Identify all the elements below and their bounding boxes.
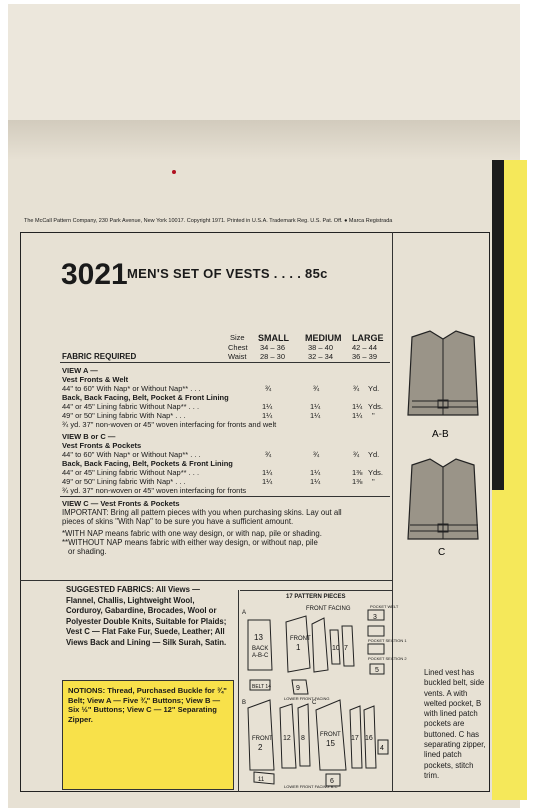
piece-label-lower-facing-bc: LOWER FRONT FACING B-C <box>284 784 338 789</box>
view-bc-row3-large: 1⅜ <box>352 477 363 486</box>
view-bc-row2-medium: 1¼ <box>310 468 321 477</box>
piece-label-front-2: FRONT <box>252 736 273 742</box>
notions-text: NOTIONS: Thread, Purchased Buckle for ¾" Belt; View A — Five ¾" Buttons; View B — Six ½" Buttons; View C — 12" Separating Zipper. <box>68 686 227 724</box>
piece-label-5: 5 <box>375 667 379 674</box>
view-bc-row1-medium: ¾ <box>313 450 320 459</box>
waist-medium: 32 – 34 <box>308 352 334 361</box>
waist-small: 28 – 30 <box>260 352 286 361</box>
piece-pocket-section <box>368 626 384 636</box>
piece-label-front: FRONT <box>290 636 311 642</box>
piece-label-1: 1 <box>296 643 301 652</box>
view-a-row1-small: ¾ <box>265 384 272 393</box>
view-bc-row1-large: ¾ <box>353 450 360 459</box>
piece-label-11: 11 <box>258 777 265 783</box>
piece-label-pocket-welt: POCKET WELT <box>370 604 399 609</box>
piece-label-7: 7 <box>344 645 348 652</box>
view-bc-row2-small: 1¼ <box>262 468 273 477</box>
without-nap-note: **WITHOUT NAP means fabric with either way design, or without nap, pile <box>62 538 318 547</box>
piece-label-2: 2 <box>258 743 263 752</box>
piece-label-b: B <box>242 700 247 706</box>
piece-label-pocket-2: POCKET SECTION 2 <box>368 656 407 661</box>
view-a-row2-small: 1¼ <box>262 402 273 411</box>
piece-label-15: 15 <box>326 739 335 748</box>
view-bc-row1-unit: Yd. <box>368 450 380 459</box>
view-a-row3: 49" or 50" Lining fabric With Nap* . . . <box>62 411 186 420</box>
view-bc-row3-medium: 1¼ <box>310 477 321 486</box>
size-small: SMALL <box>258 333 289 343</box>
chest-medium: 38 – 40 <box>308 343 334 352</box>
piece-label-3: 3 <box>373 614 377 621</box>
chest-small: 34 – 36 <box>260 343 286 352</box>
pattern-pieces-diagram <box>240 600 407 790</box>
piece-label-4: 4 <box>380 745 384 752</box>
view-a-row2-unit: Yds. <box>368 402 384 411</box>
flap-shadow <box>8 120 520 160</box>
view-a-row1-medium: ¾ <box>313 384 320 393</box>
piece-label-8: 8 <box>301 735 305 742</box>
view-sketches <box>398 325 488 558</box>
without-nap-note-cont: or shading. <box>68 547 107 556</box>
piece-label-16: 16 <box>365 735 373 742</box>
view-a-sub2: Back, Back Facing, Belt, Pocket & Front Lining <box>62 393 229 402</box>
waist-label: Waist <box>228 352 247 361</box>
chest-label: Chest <box>228 343 248 352</box>
piece-label-back-abc: A-B-C <box>252 653 269 659</box>
view-c-line: VIEW C — Vest Fronts & Pockets <box>62 499 180 508</box>
view-a-row2-medium: 1¼ <box>310 402 321 411</box>
piece-label-belt: BELT 14 <box>252 684 271 690</box>
view-a-sub1: Vest Fronts & Welt <box>62 375 129 384</box>
piece-label-6: 6 <box>330 778 334 785</box>
vest-description: Lined vest has buckled belt, side vents. A with welted pocket, B with lined patch pockets are buttoned. C has separating zipper, lined patch pockets, stitch trim. <box>424 668 486 780</box>
view-bc-sub1: Vest Fronts & Pockets <box>62 441 142 450</box>
table-rule-2 <box>60 496 390 497</box>
chest-large: 42 – 44 <box>352 343 378 352</box>
view-a-row3-large: 1¼ <box>352 411 363 420</box>
view-ab-label: A-B <box>432 429 449 440</box>
piece-label-a: A <box>242 610 247 616</box>
piece-pocket-section-2 <box>368 644 384 654</box>
view-bc-row2-large: 1⅜ <box>352 468 363 477</box>
important-line-2: pieces of skins "With Nap" to be sure you have a sufficient amount. <box>62 517 294 526</box>
piece-front-2 <box>248 700 274 770</box>
view-bc-heading: VIEW B or C — <box>62 432 116 441</box>
size-label: Size <box>230 333 245 342</box>
view-a-row4: ¾ yd. 37" non-woven or 45" woven interfacing for fronts and welt <box>62 420 277 429</box>
view-bc-row3-small: 1¼ <box>262 477 273 486</box>
view-bc-row2-unit: Yds. <box>368 468 384 477</box>
with-nap-note: *WITH NAP means fabric with one way design, or with nap, pile or shading. <box>62 529 322 538</box>
piece-9 <box>292 680 308 694</box>
view-a-row2: 44" or 45" Lining fabric Without Nap** . . . <box>62 402 200 411</box>
view-a-row1-unit: Yd. <box>368 384 380 393</box>
view-a-row3-small: 1¼ <box>262 411 273 420</box>
fabric-required: FABRIC REQUIRED <box>62 352 137 361</box>
piece-label-17: 17 <box>351 735 359 742</box>
table-rule <box>60 362 390 363</box>
view-bc-row1-small: ¾ <box>265 450 272 459</box>
suggested-fabrics: SUGGESTED FABRICS: All Views — Flannel, Challis, Lightweight Wool, Corduroy, Gabardine, Brocades, Wool or Polyester Double Knits, Suitable for Plaids; Vest C — Flat Fake Fur, Suede, Leather; All Views Back and Lining — Silk Surah, Satin. <box>66 585 227 647</box>
view-a-row3-medium: 1¼ <box>310 411 321 420</box>
pattern-title: MEN'S SET OF VESTS . . . . 85c <box>127 266 328 281</box>
right-column-divider <box>392 232 393 792</box>
size-large: LARGE <box>352 333 384 343</box>
piece-back <box>248 620 272 670</box>
view-a-row1: 44" to 60" With Nap* or Without Nap** . . . <box>62 384 201 393</box>
piece-label-12: 12 <box>283 735 291 742</box>
piece-front-facing <box>312 618 328 672</box>
view-bc-row3: 49" or 50" Lining fabric With Nap* . . . <box>62 477 186 486</box>
piece-label-front-facing: FRONT FACING <box>306 606 351 612</box>
pieces-box-left <box>238 590 239 792</box>
copyright-line: The McCall Pattern Company, 230 Park Avenue, New York 10017. Copyright 1971. Printed in U.S.A. Trademark Reg. U.S. Pat. Off. ● Marca Registrada <box>24 218 393 224</box>
piece-label-10: 10 <box>332 645 340 652</box>
piece-label-front-15: FRONT <box>320 732 341 738</box>
view-bc-row4: ¾ yd. 37" non-woven or 45" woven interfacing for fronts <box>62 486 247 495</box>
size-medium: MEDIUM <box>305 333 342 343</box>
view-a-row3-unit: " <box>372 411 375 420</box>
dark-edge-strip <box>492 160 504 490</box>
view-a-heading: VIEW A — <box>62 366 98 375</box>
view-bc-sub2: Back, Back Facing, Belt, Pockets & Front Lining <box>62 459 233 468</box>
view-a-row2-large: 1¼ <box>352 402 363 411</box>
piece-label-lower-facing: LOWER FRONT FACING <box>284 696 330 701</box>
pieces-title: 17 PATTERN PIECES <box>286 594 346 600</box>
important-line-1: IMPORTANT: Bring all pattern pieces with you when purchasing skins. Lay out all <box>62 508 342 517</box>
piece-label-9: 9 <box>296 685 300 692</box>
waist-large: 36 – 39 <box>352 352 378 361</box>
lower-section-divider <box>20 580 392 581</box>
view-bc-row3-unit: " <box>372 477 375 486</box>
pieces-box-top <box>240 590 392 591</box>
pattern-number: 3021 <box>61 258 128 291</box>
piece-label-13: 13 <box>254 633 263 642</box>
view-bc-row1: 44" to 60" With Nap* or Without Nap** . . . <box>62 450 201 459</box>
piece-label-back: BACK <box>252 646 269 652</box>
view-a-row1-large: ¾ <box>353 384 360 393</box>
piece-label-c: C <box>312 700 317 706</box>
view-c-label: C <box>438 547 446 558</box>
red-dot-mark <box>172 170 176 174</box>
piece-label-pocket-1: POCKET SECTION 1 <box>368 638 407 643</box>
view-bc-row2: 44" or 45" Lining fabric Without Nap** . . . <box>62 468 200 477</box>
